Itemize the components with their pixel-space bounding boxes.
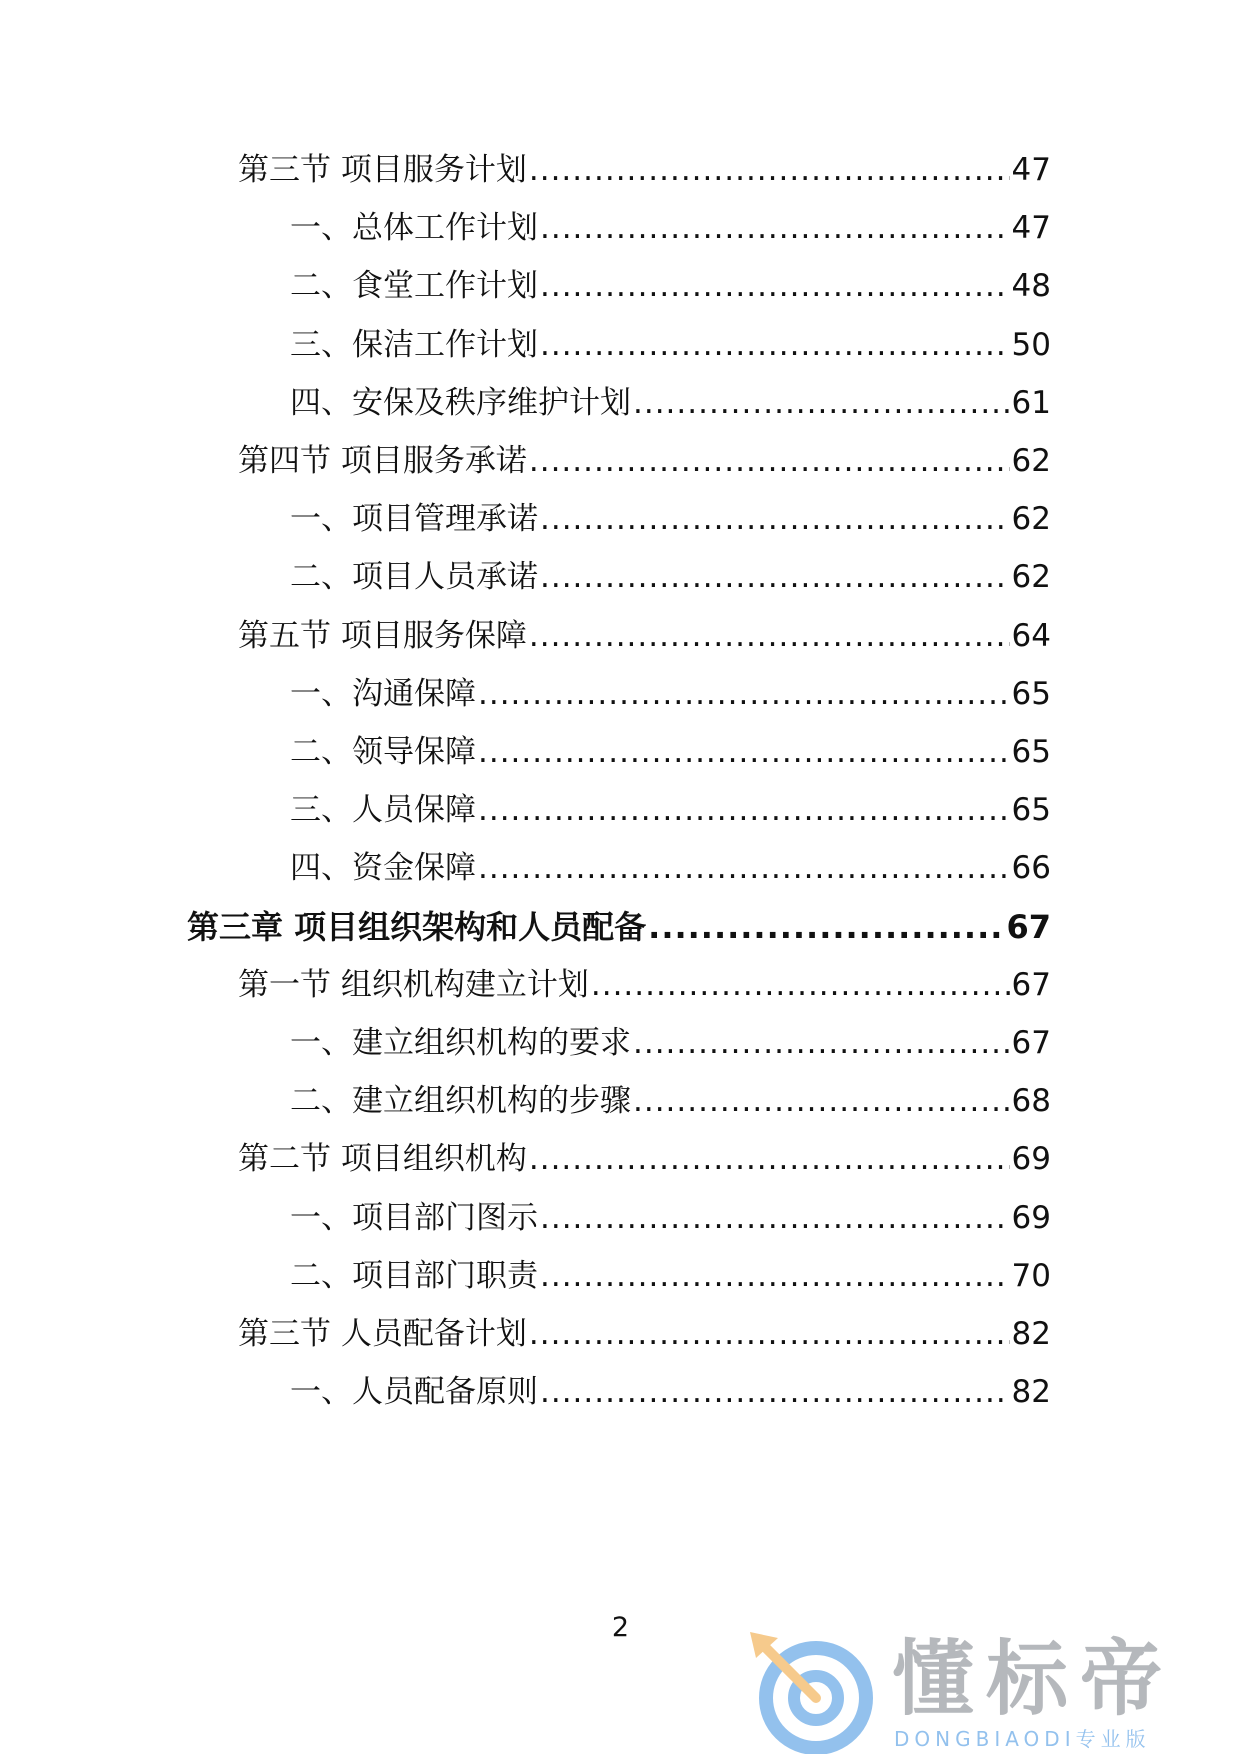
- toc-entry-title: 第二节 项目组织机构: [238, 1141, 527, 1177]
- toc-entry[interactable]: [238, 616, 1051, 656]
- toc-dot-leader: [540, 325, 1010, 365]
- toc-dot-leader: [648, 907, 1004, 947]
- toc-entry-page: 50: [1011, 327, 1051, 363]
- toc-dot-leader: [591, 965, 1010, 1005]
- toc-entry-title: 三、人员保障: [290, 792, 476, 828]
- toc-entry-title: 第三节 人员配备计划: [238, 1316, 527, 1352]
- toc-entry-title: 第五节 项目服务保障: [238, 618, 527, 654]
- toc-entry[interactable]: [238, 1139, 1051, 1179]
- toc-entry[interactable]: [290, 1198, 1051, 1238]
- toc-entry-page: 64: [1011, 618, 1051, 654]
- toc-entry-title: 二、领导保障: [290, 734, 476, 770]
- toc-entry-page: 62: [1011, 501, 1051, 537]
- toc-entry-title: 二、建立组织机构的步骤: [290, 1083, 631, 1119]
- toc-dot-leader: [540, 1256, 1010, 1296]
- toc-dot-leader: [529, 616, 1010, 656]
- toc-dot-leader: [529, 441, 1010, 481]
- toc-entry-page: 62: [1011, 559, 1051, 595]
- toc-dot-leader: [478, 732, 1010, 772]
- toc-entry[interactable]: [290, 557, 1051, 597]
- toc-dot-leader: [540, 499, 1010, 539]
- toc-entry-title: 一、人员配备原则: [290, 1374, 538, 1410]
- toc-entry[interactable]: [290, 1372, 1051, 1412]
- toc-entry-title: 第四节 项目服务承诺: [238, 443, 527, 479]
- toc-entry[interactable]: [290, 499, 1051, 539]
- toc-entry-page: 65: [1011, 792, 1051, 828]
- toc-dot-leader: [633, 383, 1010, 423]
- toc-entry-title: 四、资金保障: [290, 850, 476, 886]
- toc-dot-leader: [633, 1023, 1010, 1063]
- toc-entry-page: 66: [1011, 850, 1051, 886]
- toc-entry-page: 70: [1011, 1258, 1051, 1294]
- toc-dot-leader: [478, 674, 1010, 714]
- toc-entry-page: 67: [1011, 1025, 1051, 1061]
- toc-entry[interactable]: [290, 732, 1051, 772]
- toc-entry[interactable]: [290, 1256, 1051, 1296]
- toc-dot-leader: [478, 790, 1010, 830]
- toc-entry-page: 67: [1011, 967, 1051, 1003]
- target-arrow-icon: [742, 1628, 892, 1754]
- toc-dot-leader: [540, 1372, 1010, 1412]
- toc-entry-title: 二、项目部门职责: [290, 1258, 538, 1294]
- toc-dot-leader: [540, 266, 1010, 306]
- toc-entry-page: 68: [1011, 1083, 1051, 1119]
- toc-entry-page: 82: [1011, 1374, 1051, 1410]
- toc-dot-leader: [540, 1198, 1010, 1238]
- toc-dot-leader: [529, 150, 1010, 190]
- toc-entry-title: 二、项目人员承诺: [290, 559, 538, 595]
- toc-entry-title: 一、总体工作计划: [290, 210, 538, 246]
- toc-entry[interactable]: [290, 1023, 1051, 1063]
- toc-dot-leader: [529, 1314, 1010, 1354]
- toc-entry[interactable]: [238, 1314, 1051, 1354]
- toc-entry[interactable]: [238, 441, 1051, 481]
- toc-entry-page: 67: [1006, 908, 1051, 946]
- toc-entry-title: 三、保洁工作计划: [290, 327, 538, 363]
- toc-entry[interactable]: [290, 1081, 1051, 1121]
- toc-entry-page: 65: [1011, 734, 1051, 770]
- toc-entry[interactable]: [238, 965, 1051, 1005]
- toc-dot-leader: [633, 1081, 1010, 1121]
- watermark-brand: 懂标帝: [892, 1632, 1175, 1727]
- toc-entry[interactable]: [238, 150, 1051, 190]
- toc-entry[interactable]: [290, 266, 1051, 306]
- toc-entry[interactable]: [290, 383, 1051, 423]
- toc-dot-leader: [540, 208, 1010, 248]
- toc-entry[interactable]: [290, 674, 1051, 714]
- watermark-subtitle: DONGBIAODI专业版: [894, 1727, 1151, 1751]
- toc-dot-leader: [540, 557, 1010, 597]
- toc-entry-page: 61: [1011, 385, 1051, 421]
- watermark-logo: [742, 1628, 1212, 1754]
- toc-entry-page: 69: [1011, 1200, 1051, 1236]
- toc-entry-page: 69: [1011, 1141, 1051, 1177]
- toc-entry-title: 一、项目部门图示: [290, 1200, 538, 1236]
- page-number: 2: [611, 1612, 630, 1643]
- toc-entry-title: 第三节 项目服务计划: [238, 152, 527, 188]
- toc-entry-title: 一、沟通保障: [290, 676, 476, 712]
- toc-dot-leader: [478, 848, 1010, 888]
- toc-entry[interactable]: [187, 907, 1051, 947]
- toc-entry-title: 二、食堂工作计划: [290, 268, 538, 304]
- toc-entry-page: 47: [1011, 152, 1051, 188]
- toc-entry-title: 一、项目管理承诺: [290, 501, 538, 537]
- toc-entry[interactable]: [290, 325, 1051, 365]
- toc-entry-title: 一、建立组织机构的要求: [290, 1025, 631, 1061]
- toc-entry-title: 四、安保及秩序维护计划: [290, 385, 631, 421]
- toc-entry-page: 62: [1011, 443, 1051, 479]
- toc-entry-page: 65: [1011, 676, 1051, 712]
- toc-entry-page: 47: [1011, 210, 1051, 246]
- toc-entry-page: 82: [1011, 1316, 1051, 1352]
- toc-entry-title: 第一节 组织机构建立计划: [238, 967, 589, 1003]
- toc-dot-leader: [529, 1139, 1010, 1179]
- toc-entry-page: 48: [1011, 268, 1051, 304]
- toc-entry[interactable]: [290, 208, 1051, 248]
- toc-entry-title: 第三章 项目组织架构和人员配备: [187, 908, 647, 946]
- toc-entry[interactable]: [290, 848, 1051, 888]
- toc-entry[interactable]: [290, 790, 1051, 830]
